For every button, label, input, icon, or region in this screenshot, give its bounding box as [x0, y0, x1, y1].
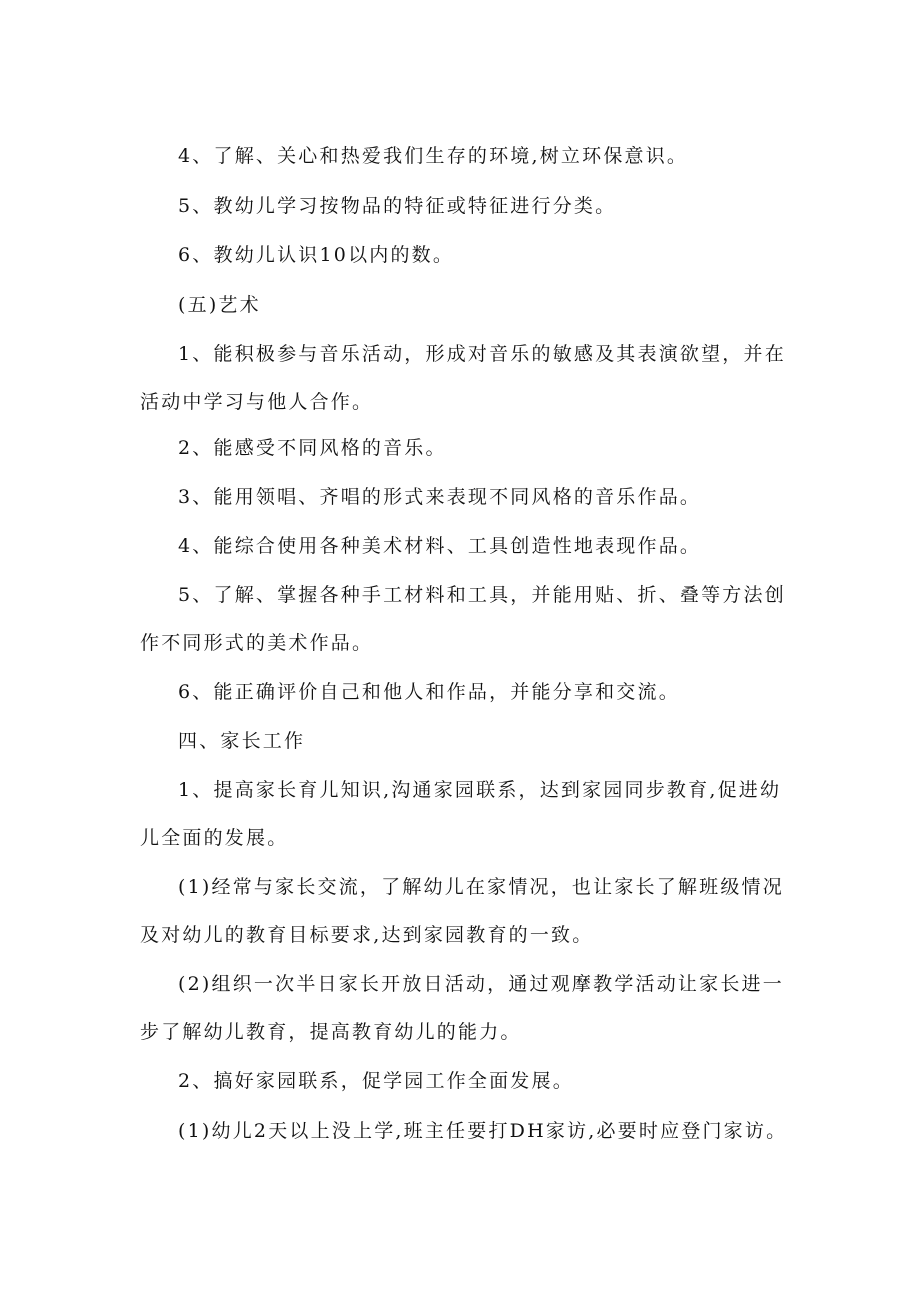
section-heading-parent-work: 四、家长工作 — [178, 730, 306, 752]
paragraph-art-goal-5: 5、了解、掌握各种手工材料和工具，并能用贴、折、叠等方法创作不同形式的美术作品。 — [140, 584, 786, 654]
paragraph-art-goal-1: 1、能积极参与音乐活动，形成对音乐的敏感及其表演欲望，并在活动中学习与他人合作。 — [140, 343, 786, 413]
section-heading-art: (五)艺术 — [178, 294, 261, 316]
paragraph-parent-work-1-sub-2: (2)组织一次半日家长开放日活动，通过观摩教学活动让家长进一步了解幼儿教育，提高教育幼儿的能力。 — [140, 973, 784, 1043]
paragraph-science-goal-6: 6、教幼儿认识10以内的数。 — [178, 244, 455, 266]
paragraph-parent-work-2: 2、搞好家园联系，促学园工作全面发展。 — [178, 1070, 574, 1092]
paragraph-art-goal-3: 3、能用领唱、齐唱的形式来表现不同风格的音乐作品。 — [178, 486, 702, 508]
paragraph-art-goal-4: 4、能综合使用各种美术材料、工具创造性地表现作品。 — [178, 535, 702, 557]
paragraph-parent-work-1-sub-1: (1)经常与家长交流，了解幼儿在家情况，也让家长了解班级情况及对幼儿的教育目标要求,达到家园教育的一致。 — [140, 876, 784, 946]
paragraph-science-goal-5: 5、教幼儿学习按物品的特征或特征进行分类。 — [178, 195, 617, 217]
paragraph-art-goal-2: 2、能感受不同风格的音乐。 — [178, 437, 447, 459]
paragraph-parent-work-1: 1、提高家长育儿知识,沟通家园联系，达到家园同步教育,促进幼儿全面的发展。 — [140, 779, 782, 849]
paragraph-art-goal-6: 6、能正确评价自己和他人和作品，并能分享和交流。 — [178, 681, 680, 703]
paragraph-science-goal-4: 4、了解、关心和热爱我们生存的环境,树立环保意识。 — [178, 145, 689, 167]
paragraph-parent-work-2-sub-1: (1)幼儿2天以上没上学,班主任要打DH家访,必要时应登门家访。 — [178, 1120, 788, 1142]
